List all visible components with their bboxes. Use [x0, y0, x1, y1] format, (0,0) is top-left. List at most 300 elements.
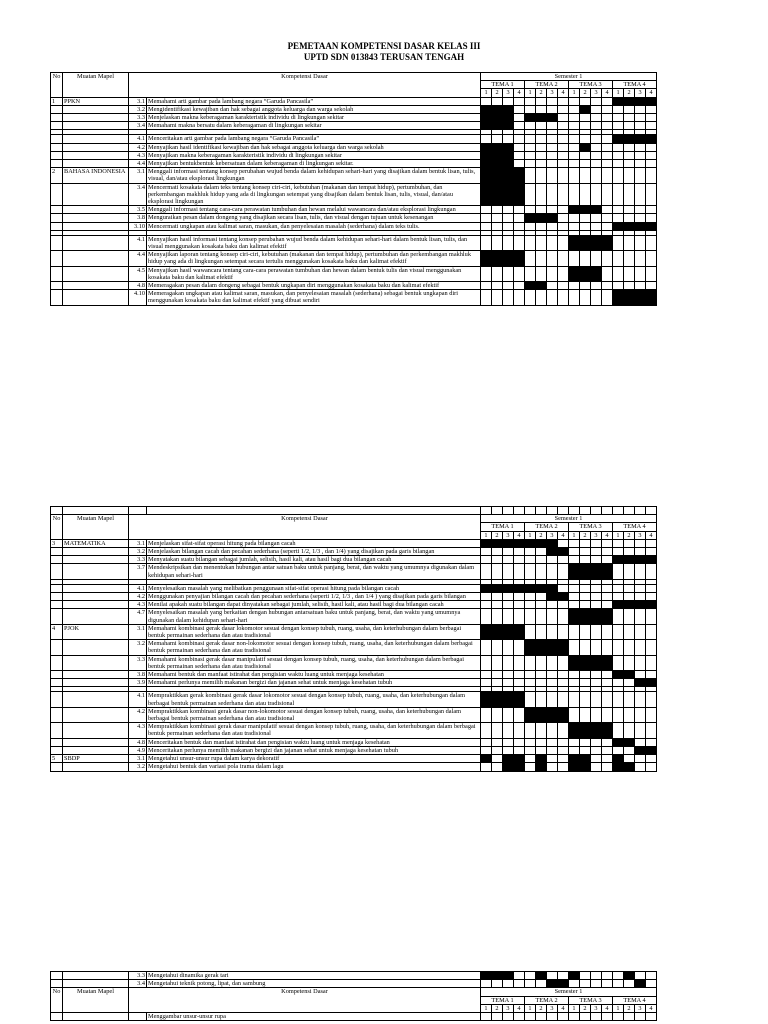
week-cell — [624, 251, 635, 266]
week-cell — [536, 290, 547, 305]
week-cell — [492, 655, 503, 670]
week-cell — [558, 763, 569, 771]
week-cell — [635, 763, 646, 771]
week-cell — [635, 593, 646, 601]
subject-number — [51, 214, 63, 222]
week-cell — [481, 707, 492, 722]
week-cell — [569, 97, 580, 105]
week-cell — [558, 222, 569, 230]
subject-number: 1 — [51, 97, 63, 105]
week-cell-filled — [646, 601, 657, 609]
week-cell — [547, 143, 558, 151]
week-cell — [481, 671, 492, 679]
week-cell — [503, 135, 514, 143]
week-cell — [514, 738, 525, 746]
subject-number — [51, 593, 63, 601]
week-cell — [558, 214, 569, 222]
week-cell — [624, 143, 635, 151]
kd-description: Memahami kombinasi gerak dasar manipulatif sesuai dengan konsep tubuh, ruang, usaha, dan keterhubungan dalam berbagai bentuk permainan sederhana dan atau tradisional — [147, 655, 481, 670]
week-cell-filled — [481, 151, 492, 159]
week-header: 3 — [635, 531, 646, 539]
week-cell — [569, 122, 580, 130]
week-cell — [569, 548, 580, 556]
week-cell — [514, 972, 525, 980]
week-cell — [536, 723, 547, 738]
week-cell — [525, 692, 536, 707]
tema-header: TEMA 1 — [481, 523, 525, 531]
kd-code: 3.1 — [129, 539, 147, 547]
week-cell — [569, 556, 580, 564]
week-cell — [635, 755, 646, 763]
kd-code: 4.2 — [129, 593, 147, 601]
week-cell-filled — [624, 738, 635, 746]
week-cell — [580, 135, 591, 143]
week-cell — [613, 692, 624, 707]
week-cell — [591, 97, 602, 105]
subject-number — [51, 972, 63, 980]
kd-row — [51, 222, 657, 230]
kd-row — [51, 114, 657, 122]
week-cell — [646, 1013, 657, 1021]
week-cell-filled — [613, 135, 624, 143]
week-cell-filled — [525, 114, 536, 122]
week-cell — [558, 122, 569, 130]
week-cell — [492, 738, 503, 746]
week-cell — [514, 122, 525, 130]
week-cell — [547, 1013, 558, 1021]
week-cell-filled — [613, 763, 624, 771]
week-cell — [591, 151, 602, 159]
week-cell — [613, 679, 624, 687]
subject-number — [51, 282, 63, 290]
week-cell — [547, 601, 558, 609]
kd-code: 3.4 — [129, 122, 147, 130]
week-cell — [558, 1013, 569, 1021]
kd-code: 4.2 — [129, 143, 147, 151]
week-cell — [481, 738, 492, 746]
tema-header: TEMA 4 — [613, 523, 657, 531]
kd-code: 4.7 — [129, 609, 147, 624]
week-cell-filled — [646, 135, 657, 143]
week-cell — [514, 655, 525, 670]
document-title: PEMETAAN KOMPETENSI DASAR KELAS III — [287, 41, 481, 51]
kd-row — [51, 692, 657, 707]
week-header: 4 — [558, 1004, 569, 1012]
mapping-grid — [50, 506, 657, 772]
kd-code: 3.7 — [129, 564, 147, 579]
week-cell — [613, 282, 624, 290]
week-cell — [613, 624, 624, 639]
week-cell — [591, 671, 602, 679]
week-cell — [580, 122, 591, 130]
week-cell — [602, 122, 613, 130]
week-header: 3 — [503, 531, 514, 539]
week-cell — [613, 160, 624, 168]
subject-name — [63, 746, 129, 754]
kd-code: 3.1 — [129, 755, 147, 763]
week-cell — [591, 593, 602, 601]
week-cell — [580, 593, 591, 601]
week-cell-filled — [558, 980, 569, 988]
week-cell — [602, 601, 613, 609]
week-cell — [602, 251, 613, 266]
week-cell — [492, 97, 503, 105]
week-cell — [558, 206, 569, 214]
kd-row — [51, 97, 657, 105]
kd-description: Memahami bentuk dan manfaat istirahat dan pengisian waktu luang untuk menjaga kesehatan — [147, 671, 481, 679]
week-cell — [580, 160, 591, 168]
week-cell-filled — [536, 282, 547, 290]
week-cell — [481, 763, 492, 771]
week-cell — [624, 105, 635, 113]
week-cell — [580, 692, 591, 707]
week-cell — [646, 609, 657, 624]
week-cell — [558, 290, 569, 305]
week-cell — [646, 168, 657, 183]
week-cell — [547, 282, 558, 290]
week-cell — [624, 122, 635, 130]
subject-number — [51, 601, 63, 609]
week-cell — [580, 624, 591, 639]
week-cell — [569, 290, 580, 305]
week-cell-filled — [503, 972, 514, 980]
week-cell-filled — [635, 556, 646, 564]
week-cell — [514, 160, 525, 168]
week-cell-filled — [503, 755, 514, 763]
week-cell — [536, 266, 547, 281]
week-cell — [602, 168, 613, 183]
week-cell-filled — [492, 143, 503, 151]
week-cell — [591, 168, 602, 183]
week-cell — [481, 206, 492, 214]
week-cell — [613, 1013, 624, 1021]
kd-row — [51, 763, 657, 771]
kd-description: Menjelaskan sifat-sifat operasi hitung pada bilangan cacah — [147, 539, 481, 547]
week-cell — [602, 755, 613, 763]
week-cell — [525, 105, 536, 113]
kd-row — [51, 723, 657, 738]
kd-code: 4.1 — [129, 135, 147, 143]
subject-name — [63, 143, 129, 151]
week-cell — [492, 214, 503, 222]
week-cell-filled — [514, 584, 525, 592]
kd-row — [51, 584, 657, 592]
week-cell — [602, 539, 613, 547]
week-cell — [536, 122, 547, 130]
week-cell — [646, 151, 657, 159]
week-cell-filled — [481, 183, 492, 206]
col-header-no: No — [51, 988, 63, 1013]
week-cell — [580, 548, 591, 556]
week-cell — [613, 564, 624, 579]
week-cell-filled — [547, 707, 558, 722]
week-cell-filled — [580, 763, 591, 771]
subject-number: 2 — [51, 168, 63, 183]
week-header: 4 — [514, 1004, 525, 1012]
week-cell-filled — [503, 584, 514, 592]
week-cell — [536, 738, 547, 746]
week-cell — [547, 151, 558, 159]
week-cell — [569, 671, 580, 679]
week-header: 2 — [624, 1004, 635, 1012]
week-cell — [624, 539, 635, 547]
week-cell — [514, 222, 525, 230]
week-cell-filled — [558, 548, 569, 556]
semester-header: Semester 1 — [481, 515, 657, 523]
week-cell — [580, 97, 591, 105]
week-cell — [492, 222, 503, 230]
week-cell — [569, 160, 580, 168]
kd-description: Menilai apakah suatu bilangan dapat dinyatakan sebagai jumlah, selisih, hasil kali, atau hasil bagi dua bilangan cacah — [147, 601, 481, 609]
kd-row — [51, 266, 657, 281]
week-cell-filled — [613, 97, 624, 105]
week-cell — [525, 160, 536, 168]
kd-description: Mempraktikkan kombinasi gerak dasar non-lokomotor sesuai dengan konsep tubuh, ruang, usaha, dan keterhubungan dalam berbagai bentuk permainan sederhana dan atau tradisional — [147, 707, 481, 722]
week-cell — [558, 183, 569, 206]
week-cell-filled — [503, 114, 514, 122]
week-cell — [580, 584, 591, 592]
week-cell — [569, 624, 580, 639]
week-cell-filled — [514, 183, 525, 206]
kd-row — [51, 135, 657, 143]
week-cell — [591, 980, 602, 988]
week-cell — [558, 679, 569, 687]
week-cell — [580, 640, 591, 655]
kd-description: Menceritakan arti gambar pada lambang negara “Garuda Pancasila” — [147, 135, 481, 143]
week-cell — [492, 980, 503, 988]
week-cell — [624, 206, 635, 214]
col-header-kd: Kompetensi Dasar — [129, 988, 481, 1013]
week-cell-filled — [481, 105, 492, 113]
week-cell — [646, 235, 657, 250]
subject-number — [51, 143, 63, 151]
week-cell — [503, 707, 514, 722]
week-cell — [569, 282, 580, 290]
tema-header: TEMA 3 — [569, 81, 613, 89]
week-cell-filled — [624, 972, 635, 980]
kd-row — [51, 707, 657, 722]
week-cell — [591, 251, 602, 266]
week-cell-filled — [635, 135, 646, 143]
week-cell-filled — [492, 105, 503, 113]
week-cell — [580, 222, 591, 230]
kd-row — [51, 122, 657, 130]
week-cell — [525, 290, 536, 305]
week-cell-filled — [503, 539, 514, 547]
week-cell-filled — [624, 763, 635, 771]
week-cell — [481, 290, 492, 305]
week-cell — [580, 671, 591, 679]
week-cell — [525, 206, 536, 214]
week-cell — [558, 692, 569, 707]
week-cell — [492, 548, 503, 556]
week-cell — [635, 160, 646, 168]
week-cell — [525, 755, 536, 763]
week-header: 1 — [525, 1004, 536, 1012]
week-cell — [492, 707, 503, 722]
week-cell — [569, 738, 580, 746]
subject-number — [51, 746, 63, 754]
week-cell — [635, 640, 646, 655]
week-cell-filled — [525, 640, 536, 655]
week-cell — [646, 692, 657, 707]
kd-row — [51, 143, 657, 151]
week-cell — [591, 692, 602, 707]
week-header: 1 — [481, 89, 492, 97]
week-cell — [646, 266, 657, 281]
week-cell — [591, 143, 602, 151]
week-cell — [503, 290, 514, 305]
kd-code: 3.10 — [129, 222, 147, 230]
subject-number — [51, 105, 63, 113]
week-cell-filled — [536, 584, 547, 592]
week-cell — [514, 593, 525, 601]
week-cell-filled — [503, 692, 514, 707]
subject-name — [63, 251, 129, 266]
week-cell-filled — [602, 655, 613, 670]
kd-code: 4.4 — [129, 160, 147, 168]
week-cell — [569, 114, 580, 122]
week-cell — [558, 723, 569, 738]
week-cell — [569, 1013, 580, 1021]
week-cell-filled — [635, 601, 646, 609]
week-cell-filled — [503, 105, 514, 113]
week-cell-filled — [481, 251, 492, 266]
week-cell — [635, 214, 646, 222]
kd-code: 3.1 — [129, 97, 147, 105]
week-cell — [536, 671, 547, 679]
week-cell-filled — [569, 972, 580, 980]
col-header-no: No — [51, 73, 63, 98]
week-cell-filled — [569, 266, 580, 281]
week-header: 4 — [646, 531, 657, 539]
week-cell — [569, 135, 580, 143]
week-cell — [547, 290, 558, 305]
week-header: 3 — [503, 89, 514, 97]
week-cell-filled — [635, 222, 646, 230]
kd-row — [51, 548, 657, 556]
subject-number — [51, 160, 63, 168]
week-cell-filled — [492, 183, 503, 206]
kd-description: Mempraktikkan kombinasi gerak dasar manipulatif sesuai dengan konsep tubuh, ruang, usaha, dan keterhubungan dalam berbagai bentuk permainan sederhana dan atau tradisional — [147, 723, 481, 738]
week-header: 1 — [569, 531, 580, 539]
week-cell — [580, 738, 591, 746]
week-cell — [591, 548, 602, 556]
subject-number: 4 — [51, 624, 63, 639]
week-cell-filled — [580, 609, 591, 624]
subject-name — [63, 972, 129, 980]
week-cell-filled — [602, 564, 613, 579]
week-cell-filled — [514, 168, 525, 183]
week-cell — [514, 980, 525, 988]
week-cell — [646, 671, 657, 679]
week-cell — [514, 1013, 525, 1021]
week-header: 4 — [646, 89, 657, 97]
week-cell — [536, 564, 547, 579]
week-cell — [580, 556, 591, 564]
week-cell — [591, 122, 602, 130]
week-cell — [558, 143, 569, 151]
week-cell-filled — [492, 122, 503, 130]
kd-code: 3.4 — [129, 183, 147, 206]
week-cell-filled — [613, 222, 624, 230]
week-cell — [569, 168, 580, 183]
subject-name: MATEMATIKA — [63, 539, 129, 547]
week-cell-filled — [569, 723, 580, 738]
week-cell — [525, 143, 536, 151]
week-cell — [635, 251, 646, 266]
week-cell — [602, 980, 613, 988]
week-cell-filled — [602, 723, 613, 738]
week-cell — [536, 593, 547, 601]
subject-name — [63, 564, 129, 579]
week-cell — [624, 584, 635, 592]
week-cell — [635, 671, 646, 679]
week-cell — [613, 214, 624, 222]
kd-row — [51, 1013, 657, 1021]
week-header: 2 — [536, 89, 547, 97]
week-header: 3 — [591, 89, 602, 97]
subject-number: 5 — [51, 755, 63, 763]
week-cell — [514, 548, 525, 556]
week-cell — [492, 266, 503, 281]
week-cell — [492, 235, 503, 250]
week-cell — [547, 746, 558, 754]
week-cell — [525, 97, 536, 105]
week-cell — [481, 135, 492, 143]
kd-description: Menjelaskan bilangan cacah dan pecahan sederhana (seperti 1/2, 1/3 , dan 1/4) yang disajikan pada garis bilangan — [147, 548, 481, 556]
week-cell — [569, 707, 580, 722]
week-cell — [547, 160, 558, 168]
week-cell — [503, 235, 514, 250]
kd-row — [51, 539, 657, 547]
week-cell — [536, 548, 547, 556]
week-cell — [547, 723, 558, 738]
tema-header: TEMA 4 — [613, 81, 657, 89]
week-cell — [525, 972, 536, 980]
col-header-kd: Kompetensi Dasar — [129, 515, 481, 540]
week-cell — [602, 548, 613, 556]
kd-description: Menjelaskan makna keberagaman karakteristik individu di lingkungan sekitar — [147, 114, 481, 122]
kd-description: Menguraikan pesan dalam dongeng yang disajikan secara lisan, tulis, dan visual dengan tujuan untuk kesenangan — [147, 214, 481, 222]
week-cell-filled — [580, 206, 591, 214]
week-header: 4 — [602, 89, 613, 97]
week-cell — [558, 972, 569, 980]
week-header: 2 — [580, 531, 591, 539]
week-cell — [547, 251, 558, 266]
kd-description: Mengetahui dinamika gerak tari — [147, 972, 481, 980]
kd-row — [51, 671, 657, 679]
week-cell-filled — [580, 723, 591, 738]
week-cell — [547, 222, 558, 230]
week-cell-filled — [646, 746, 657, 754]
week-cell-filled — [492, 168, 503, 183]
week-cell — [547, 972, 558, 980]
subject-name — [63, 105, 129, 113]
week-header: 4 — [558, 89, 569, 97]
week-header: 2 — [492, 531, 503, 539]
week-cell-filled — [624, 97, 635, 105]
week-cell — [646, 105, 657, 113]
week-cell — [558, 266, 569, 281]
week-cell — [624, 655, 635, 670]
week-cell-filled — [558, 593, 569, 601]
week-cell — [646, 972, 657, 980]
week-cell-filled — [525, 214, 536, 222]
week-cell — [624, 593, 635, 601]
week-cell — [613, 122, 624, 130]
kd-description: Mempraktikkan gerak kombinasi gerak dasar lokomotor sesuai dengan konsep tubuh, ruang, usaha, dan keterhubungan dalam berbagai bentuk permainan sederhana dan atau tradisional — [147, 692, 481, 707]
